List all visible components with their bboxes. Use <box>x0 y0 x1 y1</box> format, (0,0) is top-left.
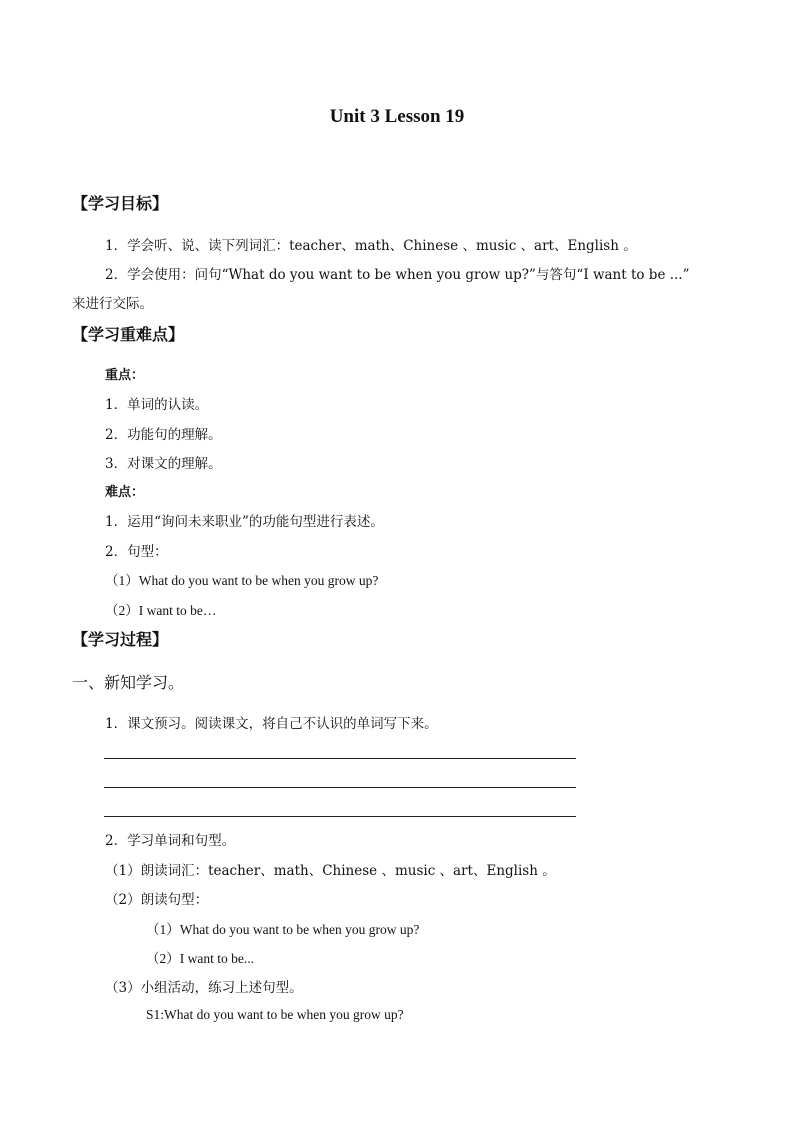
section-heading-process: 【学习过程】 <box>72 630 169 649</box>
difficulty-item-2: 2．句型： <box>105 544 168 560</box>
difficulty-sentence-1: （1）What do you want to be when you grow up? <box>105 573 379 588</box>
step-1: 1．课文预习。阅读课文，将自己不认识的单词写下来。 <box>105 716 438 732</box>
step-2-sentence-1: （1）What do you want to be when you grow up? <box>146 922 420 937</box>
answer-line-1[interactable] <box>104 758 576 759</box>
step-2: 2．学习单词和句型。 <box>105 833 236 849</box>
step-2-group-activity: （3）小组活动，练习上述句型。 <box>105 980 303 996</box>
focus-item-1: 1．单词的认读。 <box>105 397 209 413</box>
answer-line-2[interactable] <box>104 787 576 788</box>
section-heading-goals: 【学习目标】 <box>72 194 169 213</box>
step-2-sentence-2: （2）I want to be... <box>146 951 254 966</box>
answer-line-3[interactable] <box>104 816 576 817</box>
focus-item-3: 3．对课文的理解。 <box>105 456 222 472</box>
step-2-sentences-label: （2）朗读句型： <box>105 892 209 908</box>
difficulty-label: 难点： <box>105 485 145 500</box>
section-heading-key-points: 【学习重难点】 <box>72 325 185 344</box>
difficulty-sentence-2: （2）I want to be… <box>105 603 217 618</box>
goal-item-2-line1: 2．学会使用：问句“What do you want to be when you grow up?”与答句“I want to be ...” <box>105 267 690 283</box>
goal-item-1: 1．学会听、说、读下列词汇：teacher、math、Chinese 、music 、art、English 。 <box>105 238 637 254</box>
focus-label: 重点： <box>105 368 145 383</box>
focus-item-2: 2．功能句的理解。 <box>105 427 222 443</box>
step-2-vocab: （1）朗读词汇：teacher、math、Chinese 、music 、art、English 。 <box>105 863 556 879</box>
goal-item-2-line2: 来进行交际。 <box>72 296 153 312</box>
page-title: Unit 3 Lesson 19 <box>329 106 465 127</box>
difficulty-item-1: 1．运用“询问未来职业”的功能句型进行表述。 <box>105 514 384 530</box>
part-1-heading: 一、新知学习。 <box>72 673 185 692</box>
dialog-s1: S1:What do you want to be when you grow up? <box>146 1007 404 1022</box>
